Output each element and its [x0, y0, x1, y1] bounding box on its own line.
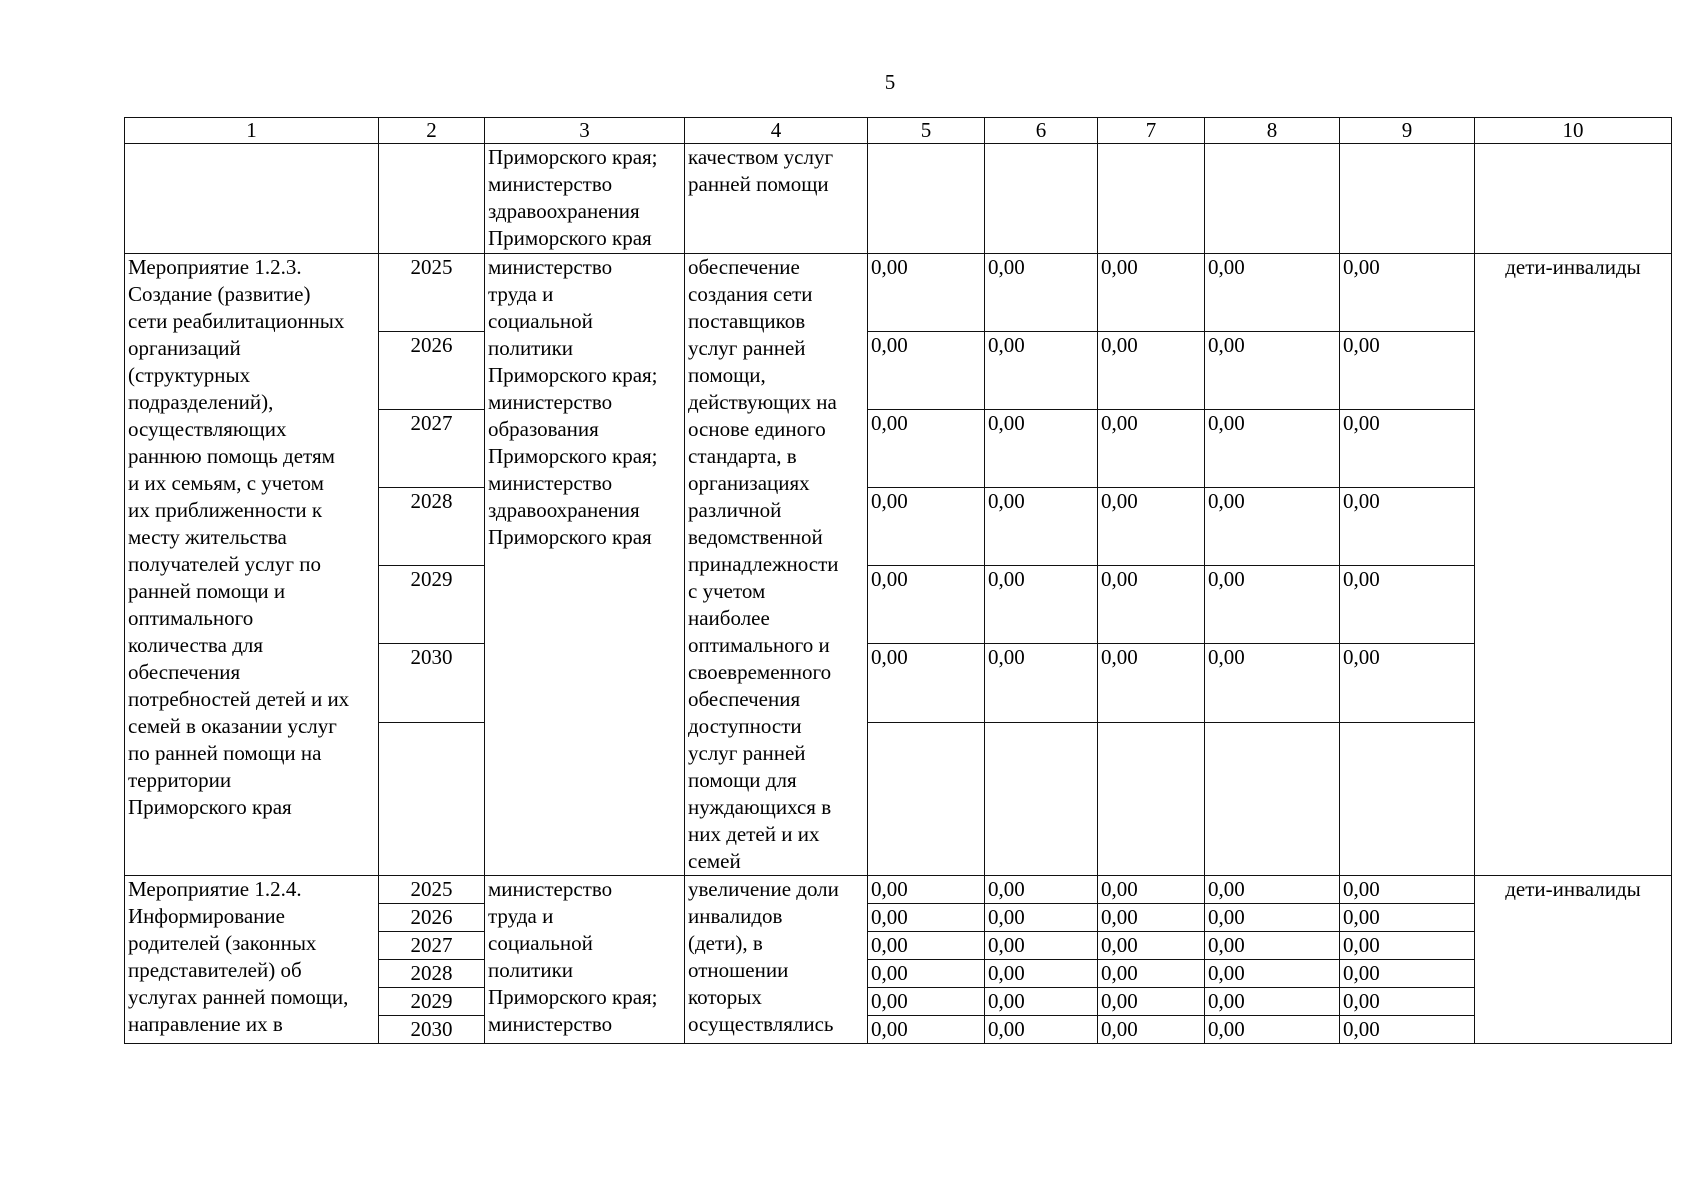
value-cell: 0,00	[985, 488, 1098, 566]
value-cell: 0,00	[1205, 488, 1340, 566]
year-cell: 2029	[379, 988, 485, 1016]
year-cell: 2028	[379, 960, 485, 988]
header-cell: 1	[125, 118, 379, 144]
empty-cell	[125, 144, 379, 254]
header-cell: 2	[379, 118, 485, 144]
header-cell: 3	[485, 118, 685, 144]
value-cell: 0,00	[985, 904, 1098, 932]
value-cell: 0,00	[1340, 254, 1475, 332]
empty-cell	[1475, 144, 1672, 254]
responsible-cell: Приморского края; министерство здравоохранения Приморского края	[485, 144, 685, 254]
year-cell: 2027	[379, 932, 485, 960]
responsible-cell: министерство труда и социальной политики Приморского края; министерство образования Приморского края; министерство здравоохранения Приморского края	[485, 254, 685, 876]
value-cell: 0,00	[1340, 988, 1475, 1016]
value-cell: 0,00	[1205, 410, 1340, 488]
value-cell: 0,00	[1098, 876, 1205, 904]
header-row	[125, 118, 1672, 144]
category-cell: дети-инвалиды	[1475, 254, 1672, 876]
empty-cell	[985, 722, 1098, 875]
continuation-row	[125, 144, 1672, 254]
measures-table	[124, 117, 1672, 1044]
measure-row	[125, 876, 1672, 904]
value-cell: 0,00	[1340, 1016, 1475, 1044]
value-cell: 0,00	[1205, 988, 1340, 1016]
value-cell: 0,00	[868, 488, 985, 566]
value-cell: 0,00	[1205, 254, 1340, 332]
header-cell: 9	[1340, 118, 1475, 144]
value-cell: 0,00	[1098, 332, 1205, 410]
empty-cell	[1340, 144, 1475, 254]
value-cell: 0,00	[1098, 488, 1205, 566]
result-cell: качеством услуг ранней помощи	[685, 144, 868, 254]
year-cell: 2025	[379, 876, 485, 904]
value-cell: 0,00	[868, 904, 985, 932]
page-number: 5	[884, 70, 896, 94]
value-cell: 0,00	[868, 332, 985, 410]
empty-cell	[985, 144, 1098, 254]
value-cell: 0,00	[985, 960, 1098, 988]
measure-row	[125, 254, 1672, 332]
value-cell: 0,00	[1205, 932, 1340, 960]
value-cell: 0,00	[1098, 566, 1205, 644]
category-cell: дети-инвалиды	[1475, 876, 1672, 1044]
value-cell: 0,00	[868, 1016, 985, 1044]
value-cell: 0,00	[1098, 410, 1205, 488]
value-cell: 0,00	[868, 988, 985, 1016]
value-cell: 0,00	[1340, 488, 1475, 566]
value-cell: 0,00	[1205, 332, 1340, 410]
empty-cell	[1205, 144, 1340, 254]
value-cell: 0,00	[1205, 644, 1340, 722]
value-cell: 0,00	[1205, 1016, 1340, 1044]
result-cell: обеспечение создания сети поставщиков услуг ранней помощи, действующих на основе единого стандарта, в организациях различной ведомственной принадлежности с учетом наиболее оптимального и своевременного обеспечения доступности услуг ранней помощи для нуждающихся в них детей и их семей	[685, 254, 868, 876]
empty-cell	[868, 722, 985, 875]
year-cell: 2028	[379, 488, 485, 566]
value-cell: 0,00	[1205, 566, 1340, 644]
value-cell: 0,00	[1205, 904, 1340, 932]
value-cell: 0,00	[1098, 932, 1205, 960]
header-cell: 8	[1205, 118, 1340, 144]
value-cell: 0,00	[868, 876, 985, 904]
value-cell: 0,00	[985, 566, 1098, 644]
value-cell: 0,00	[868, 566, 985, 644]
header-cell: 10	[1475, 118, 1672, 144]
value-cell: 0,00	[985, 932, 1098, 960]
year-cell: 2030	[379, 644, 485, 722]
header-cell: 7	[1098, 118, 1205, 144]
value-cell: 0,00	[1340, 904, 1475, 932]
value-cell: 0,00	[1098, 960, 1205, 988]
value-cell: 0,00	[1098, 644, 1205, 722]
value-cell: 0,00	[1340, 876, 1475, 904]
value-cell: 0,00	[868, 410, 985, 488]
value-cell: 0,00	[1205, 876, 1340, 904]
empty-cell	[868, 144, 985, 254]
year-cell: 2026	[379, 332, 485, 410]
empty-cell	[1098, 144, 1205, 254]
header-cell: 4	[685, 118, 868, 144]
value-cell: 0,00	[868, 254, 985, 332]
empty-cell	[1205, 722, 1340, 875]
value-cell: 0,00	[985, 1016, 1098, 1044]
value-cell: 0,00	[1098, 988, 1205, 1016]
empty-cell	[379, 722, 485, 875]
value-cell: 0,00	[1340, 410, 1475, 488]
year-cell: 2027	[379, 410, 485, 488]
value-cell: 0,00	[868, 932, 985, 960]
value-cell: 0,00	[1205, 960, 1340, 988]
value-cell: 0,00	[868, 644, 985, 722]
year-cell: 2025	[379, 254, 485, 332]
value-cell: 0,00	[1340, 566, 1475, 644]
year-cell: 2029	[379, 566, 485, 644]
measure-name-cell: Мероприятие 1.2.3. Создание (развитие) сети реабилитационных организаций (структурных подразделений), осуществляющих раннюю помощь детям и их семьям, с учетом их приближенности к месту жительства получателей услуг по ранней помощи и оптимального количества для обеспечения потребностей детей и их семей в оказании услуг по ранней помощи на территории Приморского края	[125, 254, 379, 876]
value-cell: 0,00	[868, 960, 985, 988]
result-cell: увеличение доли инвалидов (дети), в отношении которых осуществлялись	[685, 876, 868, 1044]
value-cell: 0,00	[1340, 332, 1475, 410]
year-cell: 2030	[379, 1016, 485, 1044]
value-cell: 0,00	[985, 332, 1098, 410]
value-cell: 0,00	[985, 644, 1098, 722]
value-cell: 0,00	[985, 254, 1098, 332]
measure-name-cell: Мероприятие 1.2.4. Информирование родителей (законных представителей) об услугах ранней помощи, направление их в	[125, 876, 379, 1044]
header-cell: 6	[985, 118, 1098, 144]
value-cell: 0,00	[1098, 1016, 1205, 1044]
year-cell: 2026	[379, 904, 485, 932]
value-cell: 0,00	[985, 876, 1098, 904]
value-cell: 0,00	[985, 988, 1098, 1016]
value-cell: 0,00	[1098, 904, 1205, 932]
empty-cell	[379, 144, 485, 254]
empty-cell	[1098, 722, 1205, 875]
value-cell: 0,00	[985, 410, 1098, 488]
value-cell: 0,00	[1340, 644, 1475, 722]
value-cell: 0,00	[1098, 254, 1205, 332]
responsible-cell: министерство труда и социальной политики Приморского края; министерство	[485, 876, 685, 1044]
value-cell: 0,00	[1340, 960, 1475, 988]
empty-cell	[1340, 722, 1475, 875]
header-cell: 5	[868, 118, 985, 144]
value-cell: 0,00	[1340, 932, 1475, 960]
